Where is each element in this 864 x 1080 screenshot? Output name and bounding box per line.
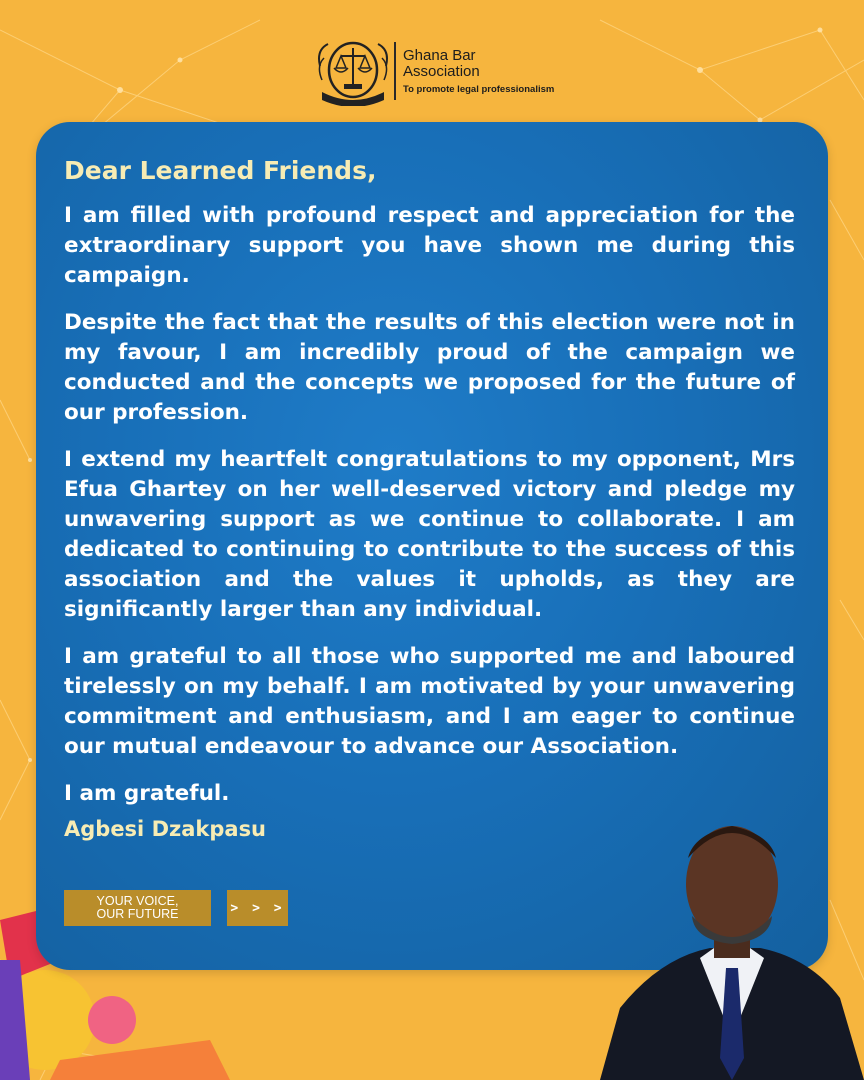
letter-paragraph: I am grateful to all those who supported me and laboured tirelessly on my behalf. I am motivated by your unwavering commitment and enthusiasm, and I am eager to continue our mutual endeavour to advance our Association. (64, 644, 795, 759)
campaign-slogan-badge (64, 890, 211, 926)
gba-logo (314, 36, 564, 106)
next-button[interactable] (227, 890, 288, 926)
scales-of-justice-seal-icon (314, 36, 392, 106)
letter-closing: I am grateful. (64, 781, 230, 806)
letter-greeting: Dear Learned Friends, (64, 156, 377, 185)
letter-paragraph: I extend my heartfelt congratulations to my opponent, Mrs Efua Ghartey on her well-deserved victory and pledge my unwavering support as we continue to collaborate. I am dedicated to continuing to contribute to the success of this association and the values it upholds, as they are significantly larger than any individual. (64, 447, 795, 622)
slogan-line-2: OUR FUTURE (96, 907, 179, 921)
logo-divider (394, 42, 396, 100)
letter-body (64, 156, 795, 841)
organization-name: Ghana Bar Association (403, 46, 480, 80)
chevron-right-icon: > > > (230, 900, 285, 916)
letter-paragraph: I am filled with profound respect and appreciation for the extraordinary support you have shown me during this campaign. (64, 203, 795, 288)
letter-paragraph: Despite the fact that the results of this election were not in my favour, I am incredibly proud of the campaign we conducted and the concepts we proposed for the future of our profession. (64, 310, 795, 425)
slogan-line-1: YOUR VOICE, (96, 894, 179, 908)
portrait-photo (600, 808, 864, 1080)
letter-signature: Agbesi Dzakpasu (64, 817, 267, 841)
organization-tagline: To promote legal professionalism (403, 83, 555, 95)
